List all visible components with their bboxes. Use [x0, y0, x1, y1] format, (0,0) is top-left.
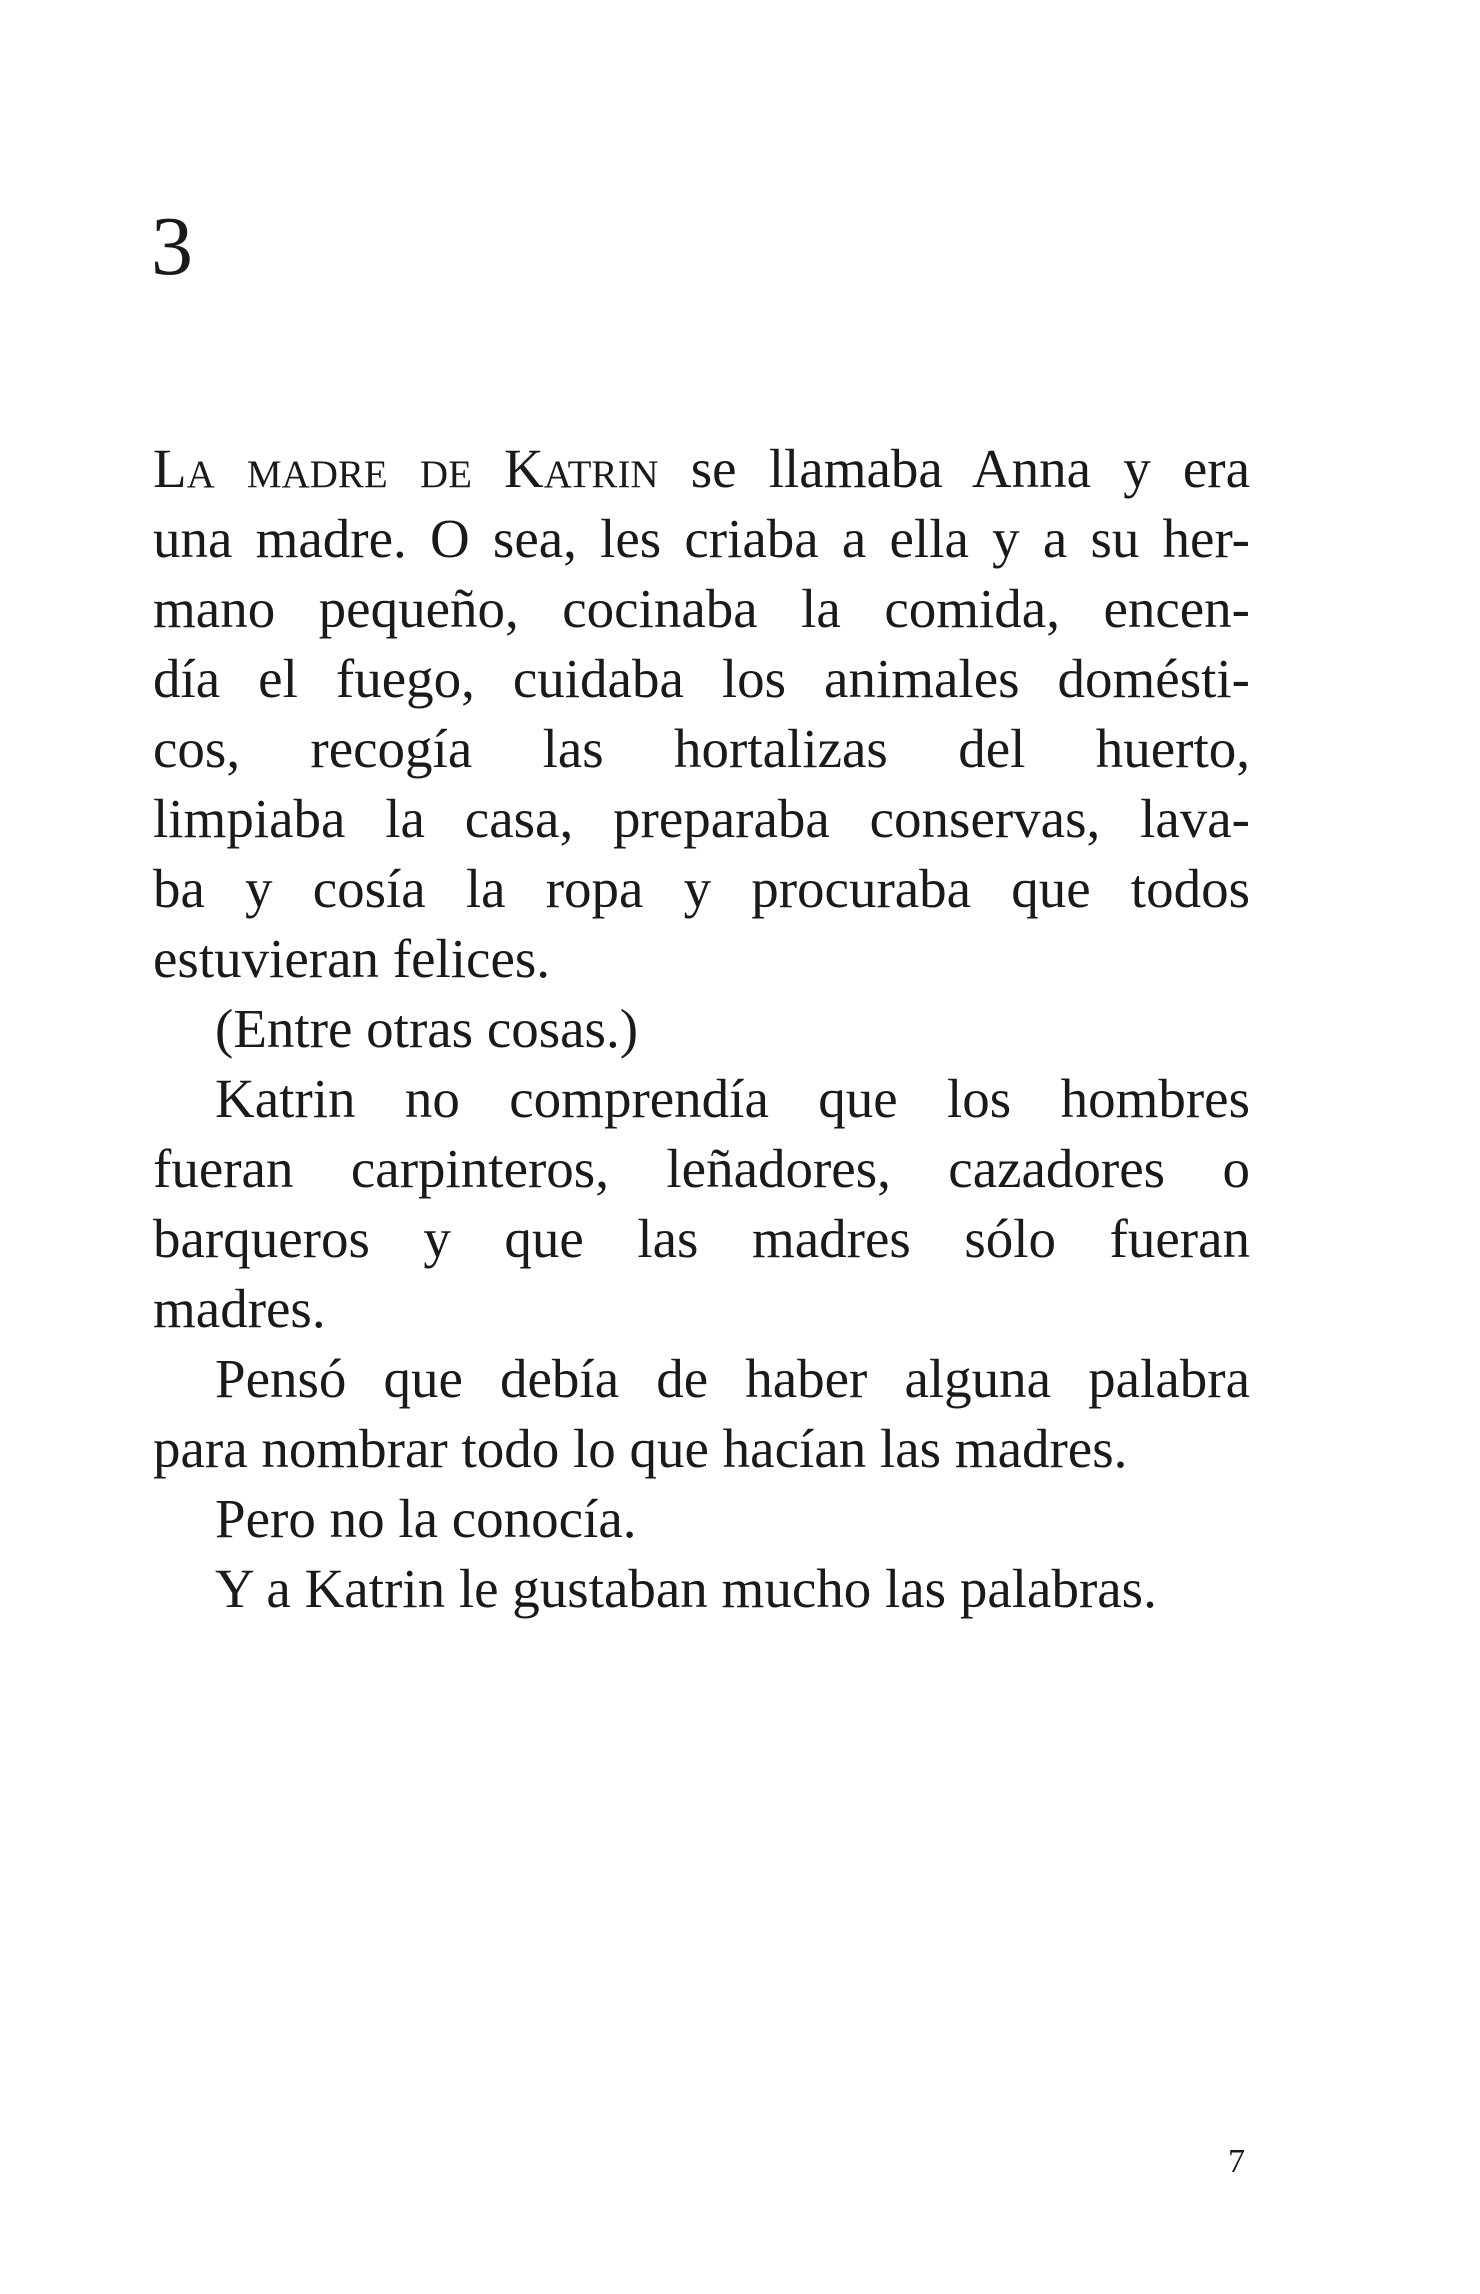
paragraph-3-line-3: barqueros y que las madres sólo fueran	[153, 1208, 1250, 1269]
paragraph-1-line-4: día el fuego, cuidaba los animales domésti-	[153, 648, 1250, 709]
paragraph-1-line-1	[153, 434, 1250, 504]
paragraph-1-line-2: una madre. O sea, les criaba a ella y a su her-	[153, 508, 1250, 569]
paragraph-1-line-3: mano pequeño, cocinaba la comida, encen-	[153, 578, 1250, 639]
paragraph-3-line-2: fueran carpinteros, leñadores, cazadores o	[153, 1138, 1250, 1199]
paragraph-6: Y a Katrin le gustaban mucho las palabras.	[215, 1558, 1157, 1619]
paragraph-1-line-5: cos, recogía las hortalizas del huerto,	[153, 718, 1250, 779]
chapter-number: 3	[151, 200, 193, 293]
paragraph-1-line-7: ba y cosía la ropa y procuraba que todos	[153, 858, 1250, 919]
paragraph-2: (Entre otras cosas.)	[215, 998, 639, 1059]
paragraph-5: Pero no la conocía.	[215, 1488, 637, 1549]
paragraph-1-line-6: limpiaba la casa, preparaba conservas, lava-	[153, 788, 1250, 849]
body-text	[153, 434, 1250, 1624]
page-number: 7	[1228, 2143, 1245, 2180]
chapter-opening-smallcaps: La madre de Katrin	[153, 438, 659, 499]
paragraph-3-line-1: Katrin no comprendía que los hombres	[215, 1068, 1250, 1129]
paragraph-1-line-8: estuvieran felices.	[153, 928, 551, 989]
paragraph-1-line-1-rest: se llamaba Anna y era	[658, 438, 1250, 499]
paragraph-4-line-1: Pensó que debía de haber alguna palabra	[215, 1348, 1250, 1409]
paragraph-4-line-2: para nombrar todo lo que hacían las madres.	[153, 1418, 1128, 1479]
paragraph-3-line-4: madres.	[153, 1278, 326, 1339]
